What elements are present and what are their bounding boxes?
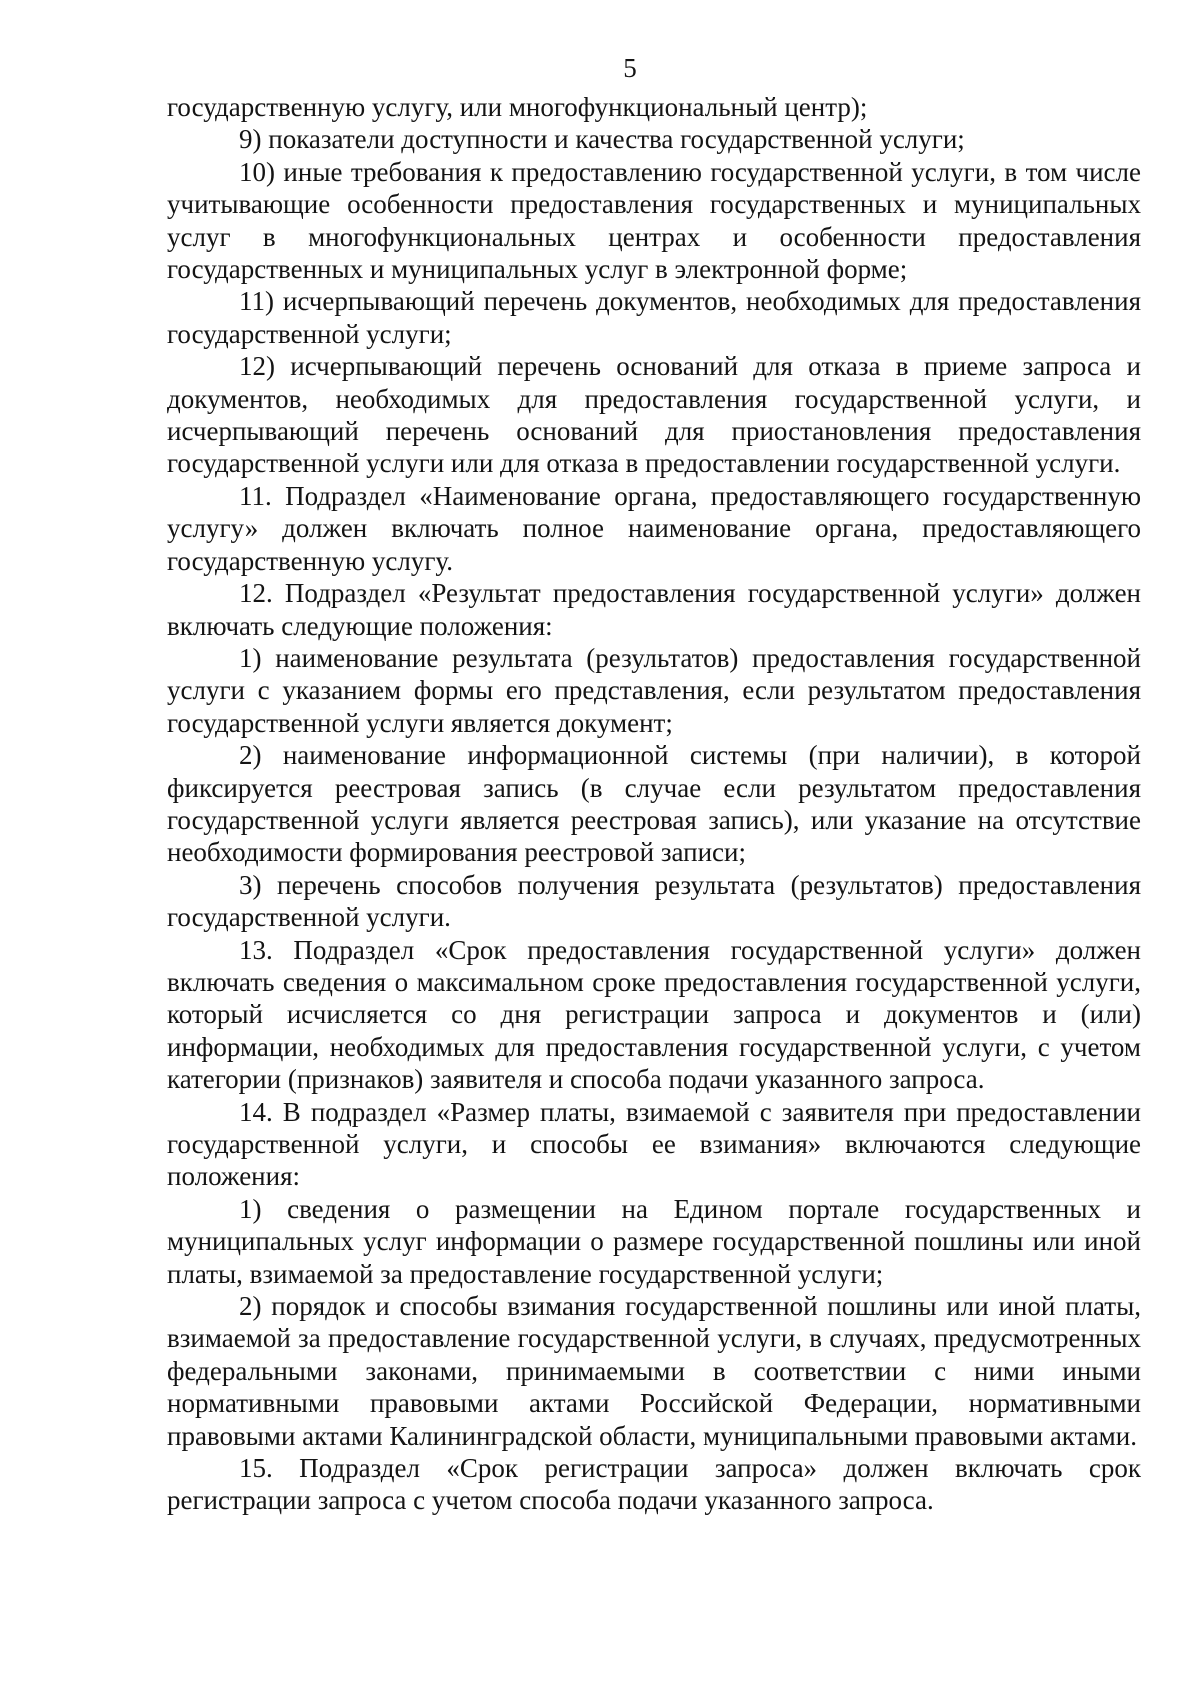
paragraph: 12. Подраздел «Результат предоставления государственной услуги» должен включать следующие положения: bbox=[167, 578, 1141, 641]
paragraph: 11) исчерпывающий перечень документов, необходимых для предоставления государственной услуги; bbox=[167, 286, 1141, 349]
paragraph: 9) показатели доступности и качества государственной услуги; bbox=[239, 124, 965, 155]
paragraph: 2) порядок и способы взимания государственной пошлины или иной платы, взимаемой за предоставление государственной услуги, в случаях, предусмотренных федеральными законами, принимаемыми в соответствии с ними иными нормативными правовыми актами Российской Федерации, нормативными правовыми актами Калининградской области, муниципальными правовыми актами. bbox=[167, 1291, 1141, 1451]
document-body bbox=[167, 91, 1141, 1517]
page-number: 5 bbox=[623, 53, 637, 83]
paragraph: 2) наименование информационной системы (при наличии), в которой фиксируется реестровая запись (в случае если результатом предоставления государственной услуги является реестровая запись), или указание на отсутствие необходимости формирования реестровой записи; bbox=[167, 740, 1141, 868]
paragraph: 11. Подраздел «Наименование органа, предоставляющего государственную услугу» должен включать полное наименование органа, предоставляющего государственную услугу. bbox=[167, 480, 1141, 576]
paragraph: 12) исчерпывающий перечень оснований для отказа в приеме запроса и документов, необходимых для предоставления государственной услуги, и исчерпывающий перечень оснований для приостановления предоставления государственной услуги или для отказа в предоставлении государственной услуги. bbox=[167, 351, 1141, 479]
paragraph: 1) наименование результата (результатов) предоставления государственной услуги с указанием формы его представления, если результатом предоставления государственной услуги является документ; bbox=[167, 642, 1141, 738]
paragraph: государственную услугу, или многофункциональный центр); bbox=[167, 92, 868, 122]
paragraph: 15. Подраздел «Срок регистрации запроса» должен включать срок регистрации запроса с учетом способа подачи указанного запроса. bbox=[167, 1453, 1141, 1516]
paragraph: 1) сведения о размещении на Едином портале государственных и муниципальных услуг информации о размере государственной пошлины или иной платы, взимаемой за предоставление государственной услуги; bbox=[167, 1193, 1141, 1289]
paragraph: 10) иные требования к предоставлению государственной услуги, в том числе учитывающие особенности предоставления государственных и муниципальных услуг в многофункциональных центрах и особенности предоставления государственных и муниципальных услуг в электронной форме; bbox=[167, 156, 1141, 285]
paragraph: 3) перечень способов получения результата (результатов) предоставления государственной услуги. bbox=[167, 869, 1141, 933]
paragraph: 13. Подраздел «Срок предоставления государственной услуги» должен включать сведения о максимальном сроке предоставления государственной услуги, который исчисляется со дня регистрации запроса и документов и (или) информации, необходимых для предоставления государственной услуги, с учетом категории (признаков) заявителя и способа подачи указанного запроса. bbox=[167, 934, 1141, 1095]
paragraph: 14. В подраздел «Размер платы, взимаемой с заявителя при предоставлении государственной услуги, и способы ее взимания» включаются следующие положения: bbox=[167, 1096, 1141, 1192]
